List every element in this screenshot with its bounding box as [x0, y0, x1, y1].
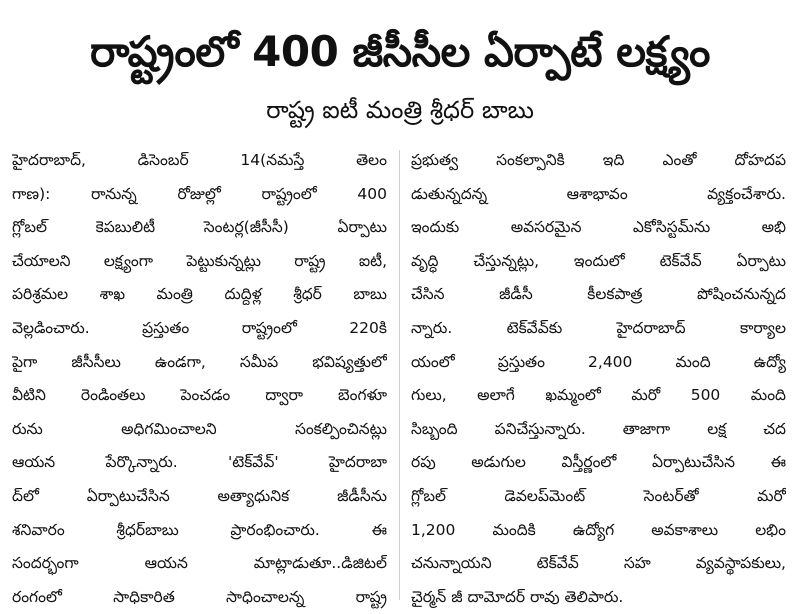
body-line: గులు, అలాగే ఖమ్మంలో మరో 500 మంది	[411, 386, 786, 405]
body-line: ద్‌లో ఏర్పాటుచేసిన అత్యాధునిక జీడీసీను	[12, 486, 387, 505]
body-line: ఆయన పేర్కొన్నారు. 'టెక్‌వేవ్' హైదరాబా	[12, 453, 387, 472]
body-line: వీటిని రెండింతలు పెంచడం ద్వారా బెంగళూ	[12, 386, 387, 405]
body-line: గాణ): రానున్న రోజుల్లో రాష్ట్రంలో 400	[12, 184, 387, 203]
article-subheadline: రాష్ట్ర ఐటీ మంత్రి శ్రీధర్ బాబు	[266, 96, 534, 124]
body-line: పరిశ్రమల శాఖ మంత్రి దుద్దిళ్ల శ్రీధర్ బాబు	[12, 285, 387, 304]
body-line: శనివారం శ్రీధర్‌బాబు ప్రారంభించారు. ఈ	[12, 520, 387, 539]
body-line: యంలో ప్రస్తుతం 2,400 మంది ఉద్యో	[411, 352, 786, 371]
body-line: ప్రభుత్వ సంకల్పానికి ఇది ఎంతో దోహదప	[411, 151, 786, 169]
article-headline: రాష్ట్రంలో 400 జీసీసీల ఏర్పాటే లక్ష్యం	[90, 27, 710, 76]
body-line: 1,200 మందికి ఉద్యోగ అవకాశాలు లభిం	[411, 520, 786, 539]
body-line: రును అధిగమించాలని సంకల్పించినట్లు	[12, 419, 387, 438]
body-line: చేసిన జీడీసీ కీలకపాత్ర పోషించనున్నద	[411, 285, 786, 304]
body-line: ఇందుకు అవసరమైన ఎకోసిస్టమ్‌ను అభి	[411, 218, 786, 237]
body-line: చేయాలని లక్ష్యంగా పెట్టుకున్నట్లు రాష్ట్ర ఐటీ,	[12, 251, 387, 270]
body-line: గ్లోబల్ డెవలప్‌మెంట్ సెంటర్‌తో మరో	[411, 486, 786, 505]
body-line: న్నారు. టెక్‌వేవ్‌కు హైదరాబాద్ కార్యాల	[411, 318, 786, 337]
column-divider	[399, 150, 400, 600]
body-line: వృద్ధి చేస్తున్నట్లు, ఇందులో టెక్‌వేవ్ ఏర్పాటు	[411, 251, 786, 270]
body-line: డుతున్నదన్న ఆశాభావం వ్యక్తంచేశారు.	[411, 184, 786, 203]
body-line: రపు అడుగుల విస్తీర్ణంలో ఏర్పాటుచేసిన ఈ	[411, 453, 786, 472]
body-line: చనున్నాయని టెక్‌వేవ్ సహ వ్యవస్థాపకులు,	[411, 554, 786, 573]
body-line: రంగంలో సాధికారిత సాధించాలన్న రాష్ట్ర	[12, 587, 387, 606]
body-line: సిబ్బంది పనిచేస్తున్నారు. తాజాగా లక్ష చద	[411, 419, 786, 438]
article-body-left-column	[12, 144, 387, 614]
article-body-right-column	[411, 144, 786, 614]
body-line: పైగా జీసీసీలు ఉండగా, సమీప భవిష్యత్తులో	[12, 352, 387, 371]
body-line: వెల్లడించారు. ప్రస్తుతం రాష్ట్రంలో 220కి	[12, 318, 387, 337]
body-line: హైదరాబాద్, డిసెంబర్ 14(నమస్తే తెలం	[12, 151, 387, 169]
body-line: చైర్మన్ జీ దామోదర్ రావు తెలిపారు.	[411, 587, 624, 606]
body-line: సందర్భంగా ఆయన మాట్లాడుతూ..డిజిటల్	[12, 554, 387, 573]
body-line: గ్లోబల్ కెపబులిటీ సెంటర్ల(జీసీసీ) ఏర్పాటు	[12, 218, 387, 237]
